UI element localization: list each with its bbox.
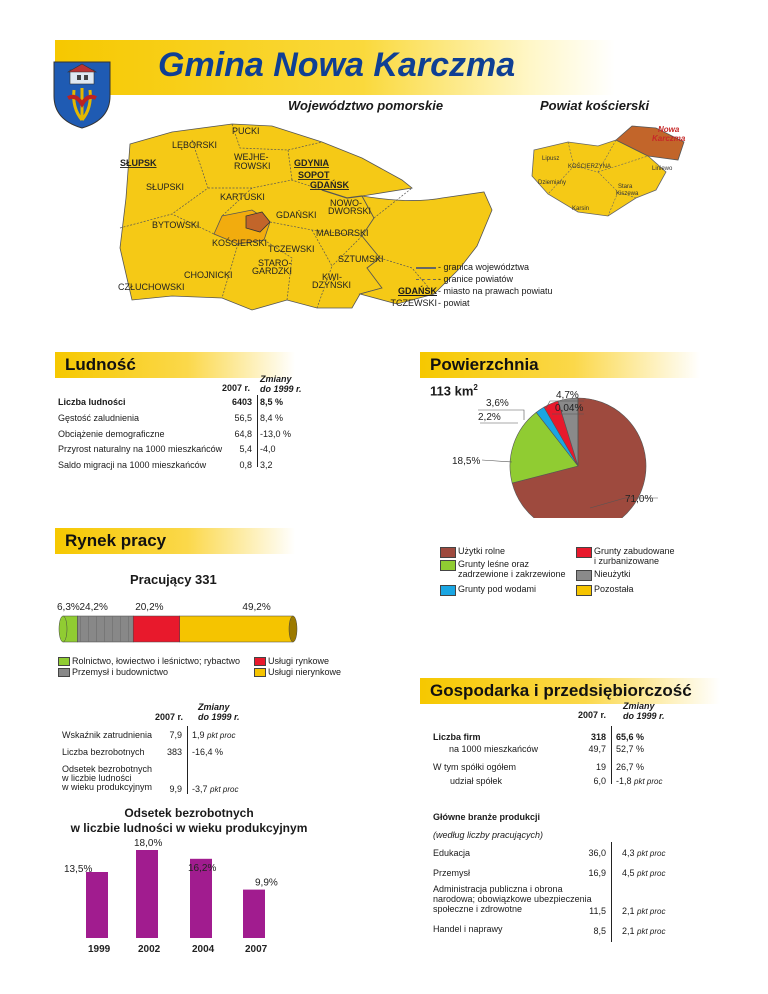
rynek-row-label-2: Liczba bezrobotnych bbox=[62, 747, 145, 757]
unemployment-bar-year: 2004 bbox=[192, 944, 215, 955]
ludnosc-row-change: -13,0 % bbox=[260, 429, 292, 439]
legend-swatch-pozostala bbox=[576, 585, 592, 596]
ludnosc-row-change: -4,0 bbox=[260, 444, 276, 454]
firmy-label: Liczba firm bbox=[433, 732, 481, 742]
legend-county-text: - granice powiatów bbox=[438, 274, 514, 284]
section-ludnosc-title: Ludność bbox=[65, 355, 136, 374]
map-label-gdynia: GDYNIA bbox=[294, 158, 330, 168]
stack-segment bbox=[180, 616, 293, 642]
unemployment-bar-value: 16,2% bbox=[188, 862, 217, 874]
branza-change-4-value: 2,1 bbox=[622, 926, 635, 936]
gosp-divider-bottom bbox=[611, 842, 612, 942]
inset-label-stara-kiszewa: Stara bbox=[618, 184, 633, 190]
legend-uslugi-rynkowe: Usługi rynkowe bbox=[268, 656, 330, 666]
map-label-slupsk: SŁUPSK bbox=[120, 158, 157, 168]
ludnosc-row-label: Saldo migracji na 1000 mieszkańców bbox=[58, 460, 207, 470]
pie-label: 18,5% bbox=[452, 456, 481, 467]
legend-swatch-uslugi-rynkowe bbox=[254, 657, 266, 666]
map-label-nowodworski: NOWO- bbox=[330, 198, 362, 208]
map-label-tczewski: TCZEWSKI bbox=[268, 244, 315, 254]
pie-label: 3,6% bbox=[486, 398, 509, 409]
region-name: Województwo pomorskie bbox=[288, 98, 444, 113]
county-name: Powiat kościerski bbox=[540, 98, 650, 113]
map-label-bytowski: BYTOWSKI bbox=[152, 220, 200, 230]
unemployment-bar-value: 9,9% bbox=[255, 877, 278, 889]
ludnosc-row-change: 3,2 bbox=[260, 460, 273, 470]
unemployment-bar bbox=[136, 850, 158, 938]
branza-change-3-value: 2,1 bbox=[622, 906, 635, 916]
rynek-divider bbox=[187, 726, 188, 794]
map-label-gdansk: GDAŃSK bbox=[310, 180, 350, 190]
rynek-row-change-1-value: 1,9 bbox=[192, 730, 205, 740]
branza-unit-4: pkt proc bbox=[637, 927, 666, 936]
area-unit-sup: 2 bbox=[473, 383, 478, 392]
rynek-row-value-2: 383 bbox=[166, 747, 182, 757]
section-gospodarka-title: Gospodarka i przedsiębiorczość bbox=[430, 681, 692, 700]
pracujacy-title: Pracujący 331 bbox=[130, 572, 217, 587]
inset-label-liniewo: Liniewo bbox=[652, 166, 673, 172]
rynek-col-change: Zmiany do 1999 r. bbox=[198, 702, 240, 722]
udzial-label: udział spółek bbox=[450, 776, 503, 786]
map-label-slupski: SŁUPSKI bbox=[146, 182, 185, 192]
gosp-col-year: 2007 r. bbox=[578, 710, 607, 720]
map-label-gdanski: GDAŃSKI bbox=[276, 210, 317, 220]
legend-lesne: Grunty leśne oraz zadrzewione i zakrzewione bbox=[458, 559, 566, 579]
pie-label: 0,04% bbox=[555, 403, 584, 414]
legend-nieuzytki: Nieużytki bbox=[594, 569, 631, 579]
ludnosc-col-year: 2007 r. bbox=[222, 383, 251, 393]
inset-label-lipusz: Lipusz bbox=[542, 156, 560, 162]
spolki-value: 19 bbox=[595, 762, 606, 772]
map-label-starogardzki-2: GARDZKI bbox=[252, 266, 293, 276]
firmy-value: 318 bbox=[590, 732, 606, 742]
map-label-koscierski: KOŚCIERSKI bbox=[212, 238, 268, 248]
branza-label-3: Administracja publiczna i obrona narodowa; obowiązkowe ubezpieczenia społeczne i zdrowotne bbox=[433, 884, 592, 914]
legend-pozostala: Pozostała bbox=[594, 584, 634, 594]
ludnosc-divider bbox=[257, 395, 258, 467]
legend-swatch-wody bbox=[440, 585, 456, 596]
inset-label-stara-kiszewa-2: Kiszewa bbox=[616, 191, 639, 197]
unemployment-bar-chart bbox=[60, 838, 300, 958]
map-label-czluchowski: CZŁUCHOWSKI bbox=[118, 282, 185, 292]
ludnosc-col-change: Zmiany do 1999 r. bbox=[260, 374, 302, 394]
stack-label: 49,2% bbox=[242, 602, 271, 613]
branze-subtitle: (według liczby pracujących) bbox=[433, 830, 544, 840]
branza-unit-1: pkt proc bbox=[637, 849, 666, 858]
unemployment-bar bbox=[243, 890, 265, 938]
ludnosc-row-label: Obciążenie demograficzne bbox=[58, 429, 165, 439]
rynek-row-value-3: 9,9 bbox=[169, 784, 182, 794]
ludnosc-row-change: 8,5 % bbox=[260, 397, 284, 407]
pie-label: 71,0% bbox=[625, 494, 654, 505]
map-label-pucki: PUCKI bbox=[232, 126, 260, 136]
page-title: Gmina Nowa Karczma bbox=[158, 46, 516, 84]
unemployment-bar-value: 13,5% bbox=[64, 864, 93, 875]
area-number: 113 km bbox=[430, 383, 474, 399]
branza-change-2-value: 4,5 bbox=[622, 868, 635, 878]
rynek-row-change-1 bbox=[192, 730, 236, 740]
branze-title: Główne branże produkcji bbox=[433, 812, 541, 822]
employment-legend bbox=[58, 656, 378, 680]
legend-swatch-zabudowane bbox=[576, 547, 592, 558]
rynek-row-value-1: 7,9 bbox=[169, 730, 182, 740]
legend-line-county bbox=[416, 279, 436, 280]
rynek-row-label-3: Odsetek bezrobotnych w liczbie ludności w wieku produkcyjnym bbox=[62, 764, 153, 792]
unemployment-bar-value: 18,0% bbox=[134, 838, 163, 849]
udzial-change-unit: pkt proc bbox=[634, 777, 663, 786]
pie-label: 2,2% bbox=[478, 412, 501, 423]
stack-cap-right bbox=[289, 616, 297, 642]
branza-change-3 bbox=[622, 906, 666, 916]
branza-label-1: Edukacja bbox=[433, 848, 471, 858]
per1000-value: 49,7 bbox=[588, 744, 606, 754]
stack-cap-left bbox=[59, 616, 67, 642]
gosp-divider-top bbox=[611, 726, 612, 784]
udzial-value: 6,0 bbox=[593, 776, 606, 786]
pie-label: 4,7% bbox=[556, 390, 579, 401]
map-label-sopot: SOPOT bbox=[298, 170, 330, 180]
udzial-change-value: -1,8 bbox=[616, 776, 632, 786]
section-gospodarka-header bbox=[420, 678, 720, 704]
branza-unit-3: pkt proc bbox=[637, 907, 666, 916]
legend-powiat-text: - powiat bbox=[438, 298, 470, 308]
inset-label-karsin: Karsin bbox=[572, 206, 590, 212]
unemployment-bar-year: 1999 bbox=[88, 944, 111, 955]
rynek-row-change-2: -16,4 % bbox=[192, 747, 224, 757]
map-label-nowodworski-2: DWORSKI bbox=[328, 206, 372, 216]
section-ludnosc-header bbox=[55, 352, 295, 378]
map-label-kwidzynski-2: DZYŃSKI bbox=[312, 280, 352, 290]
map-label-chojnicki: CHOJNICKI bbox=[184, 270, 233, 280]
legend-swatch-rolnictwo bbox=[58, 657, 70, 666]
spolki-label: W tym spółki ogółem bbox=[433, 762, 517, 772]
stack-label: 6,3% bbox=[57, 602, 80, 613]
map-label-kartuski: KARTUSKI bbox=[220, 192, 265, 202]
firmy-change: 65,6 % bbox=[616, 732, 645, 742]
ludnosc-row-label: Gęstość zaludnienia bbox=[58, 413, 140, 423]
stack-label: 20,2% bbox=[135, 602, 164, 613]
ludnosc-row-label: Liczba ludności bbox=[58, 397, 126, 407]
udzial-change bbox=[616, 776, 663, 786]
branza-change-1 bbox=[622, 848, 666, 858]
section-powierzchnia-title: Powierzchnia bbox=[430, 355, 539, 374]
rynek-row-change-3 bbox=[192, 784, 239, 794]
ludnosc-row-value: 6403 bbox=[231, 397, 252, 407]
map-label-kwidzynski: KWI- bbox=[322, 272, 342, 282]
inset-label-dziemiany: Dziemiany bbox=[538, 180, 567, 186]
branza-label-4: Handel i naprawy bbox=[433, 924, 503, 934]
map-label-starogardzki: STARO- bbox=[258, 258, 292, 268]
legend-przemysl: Przemysł i budownictwo bbox=[72, 667, 169, 677]
rynek-col-year: 2007 r. bbox=[155, 712, 184, 722]
stack-segment bbox=[133, 616, 180, 642]
ludnosc-row-label: Przyrost naturalny na 1000 mieszkańców bbox=[58, 444, 223, 454]
ludnosc-row-value: 64,8 bbox=[234, 429, 252, 439]
legend-zabudowane: Grunty zabudowane i zurbanizowane bbox=[594, 546, 675, 566]
map-label-malborski: MALBORSKI bbox=[316, 228, 369, 238]
legend-swatch-przemysl bbox=[58, 668, 70, 677]
branza-value-3: 11,5 bbox=[589, 906, 606, 916]
pie-leader-line bbox=[482, 460, 512, 462]
coat-of-arms bbox=[50, 58, 114, 130]
unemployment-bar bbox=[86, 872, 108, 938]
unemployment-chart-title: Odsetek bezrobotnych w liczbie ludności w wieku produkcyjnym bbox=[70, 806, 308, 835]
map-label-leborski: LĘBORSKI bbox=[172, 140, 218, 150]
rynek-row-unit-3: pkt proc bbox=[210, 785, 239, 794]
legend-swatch-uzytki bbox=[440, 547, 456, 558]
branza-value-2: 16,9 bbox=[588, 868, 606, 878]
land-use-legend bbox=[440, 545, 740, 615]
legend-swatch-nieuzytki bbox=[576, 570, 592, 581]
branza-change-4 bbox=[622, 926, 666, 936]
gosp-col-change: Zmiany do 1999 r. bbox=[623, 701, 665, 721]
branza-change-2 bbox=[622, 868, 666, 878]
legend-rolnictwo: Rolnictwo, łowiectwo i leśnictwo; rybactwo bbox=[72, 656, 241, 666]
branza-value-1: 36,0 bbox=[588, 848, 606, 858]
unemployment-bar-year: 2002 bbox=[138, 944, 161, 955]
section-powierzchnia-header bbox=[420, 352, 700, 378]
rynek-row-change-3-value: -3,7 bbox=[192, 784, 208, 794]
stack-segment bbox=[78, 616, 134, 642]
ludnosc-row-change: 8,4 % bbox=[260, 413, 284, 423]
per1000-change: 52,7 % bbox=[616, 744, 645, 754]
section-rynek-title: Rynek pracy bbox=[65, 531, 167, 550]
ludnosc-row-value: 5,4 bbox=[239, 444, 252, 454]
legend-wody: Grunty pod wodami bbox=[458, 584, 537, 594]
stack-label: 24,2% bbox=[79, 602, 108, 613]
inset-label-nowa-karczma: Nowa Karczma bbox=[652, 125, 686, 143]
branza-value-4: 8,5 bbox=[593, 926, 606, 936]
employment-stacked-bar bbox=[55, 598, 315, 654]
inset-label-koscierzyna: KOŚCIERZYNA bbox=[568, 164, 612, 170]
map-label-wejherowski-2: ROWSKI bbox=[234, 161, 271, 171]
map-legend bbox=[388, 262, 578, 310]
legend-swatch-uslugi-nierynkowe bbox=[254, 668, 266, 677]
legend-uslugi-nierynkowe: Usługi nierynkowe bbox=[268, 667, 342, 677]
branza-unit-2: pkt proc bbox=[637, 869, 666, 878]
map-label-wejherowski: WEJHE- bbox=[234, 152, 269, 162]
land-use-pie-chart bbox=[420, 378, 690, 518]
rynek-row-unit-1: pkt proc bbox=[207, 731, 236, 740]
legend-swatch-lesne bbox=[440, 560, 456, 571]
ludnosc-row-value: 0,8 bbox=[239, 460, 252, 470]
legend-powiat-key: TCZEWSKI bbox=[390, 298, 437, 308]
unemployment-bar-year: 2007 bbox=[245, 944, 268, 955]
legend-city-text: - miasto na prawach powiatu bbox=[438, 286, 553, 296]
ludnosc-row-value: 56,5 bbox=[234, 413, 252, 423]
spolki-change: 26,7 % bbox=[616, 762, 645, 772]
legend-uzytki: Użytki rolne bbox=[458, 546, 506, 556]
section-rynek-header bbox=[55, 528, 295, 554]
legend-voivodeship-text: - granica województwa bbox=[438, 262, 530, 272]
map-label-sztumski: SZTUMSKI bbox=[338, 254, 384, 264]
legend-city-key: GDAŃSK bbox=[397, 286, 437, 296]
legend-line-voivodeship bbox=[416, 267, 436, 269]
rynek-row-label-1: Wskaźnik zatrudnienia bbox=[62, 730, 153, 740]
per1000-label: na 1000 mieszkańców bbox=[449, 744, 539, 754]
branza-label-2: Przemysł bbox=[433, 868, 471, 878]
branza-change-1-value: 4,3 bbox=[622, 848, 635, 858]
